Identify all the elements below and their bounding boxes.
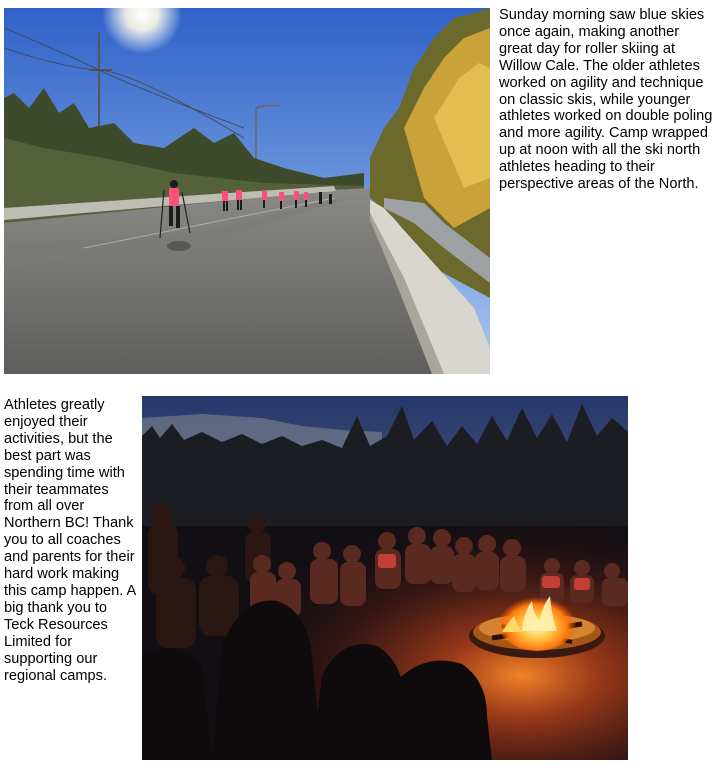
roller-skiing-photo xyxy=(4,8,490,374)
campfire-photo xyxy=(142,396,628,760)
campfire-caption: Athletes greatly enjoyed their activities, but the best part was spending time with their teammates from all over Northern BC! Thank you to all coaches and parents for their hard work making this camp happen. A big thank you to Teck Resources Limited for supporting our regional camps. xyxy=(4,397,136,684)
roller-skiing-caption: Sunday morning saw blue skies once again, making another great day for roller skiing at Willow Cale. The older athletes worked on agility and technique on classic skis, while younger athletes worked on double poling and more agility. Camp wrapped up at noon with all the ski north athletes heading to their perspective areas of the North. xyxy=(499,7,713,193)
